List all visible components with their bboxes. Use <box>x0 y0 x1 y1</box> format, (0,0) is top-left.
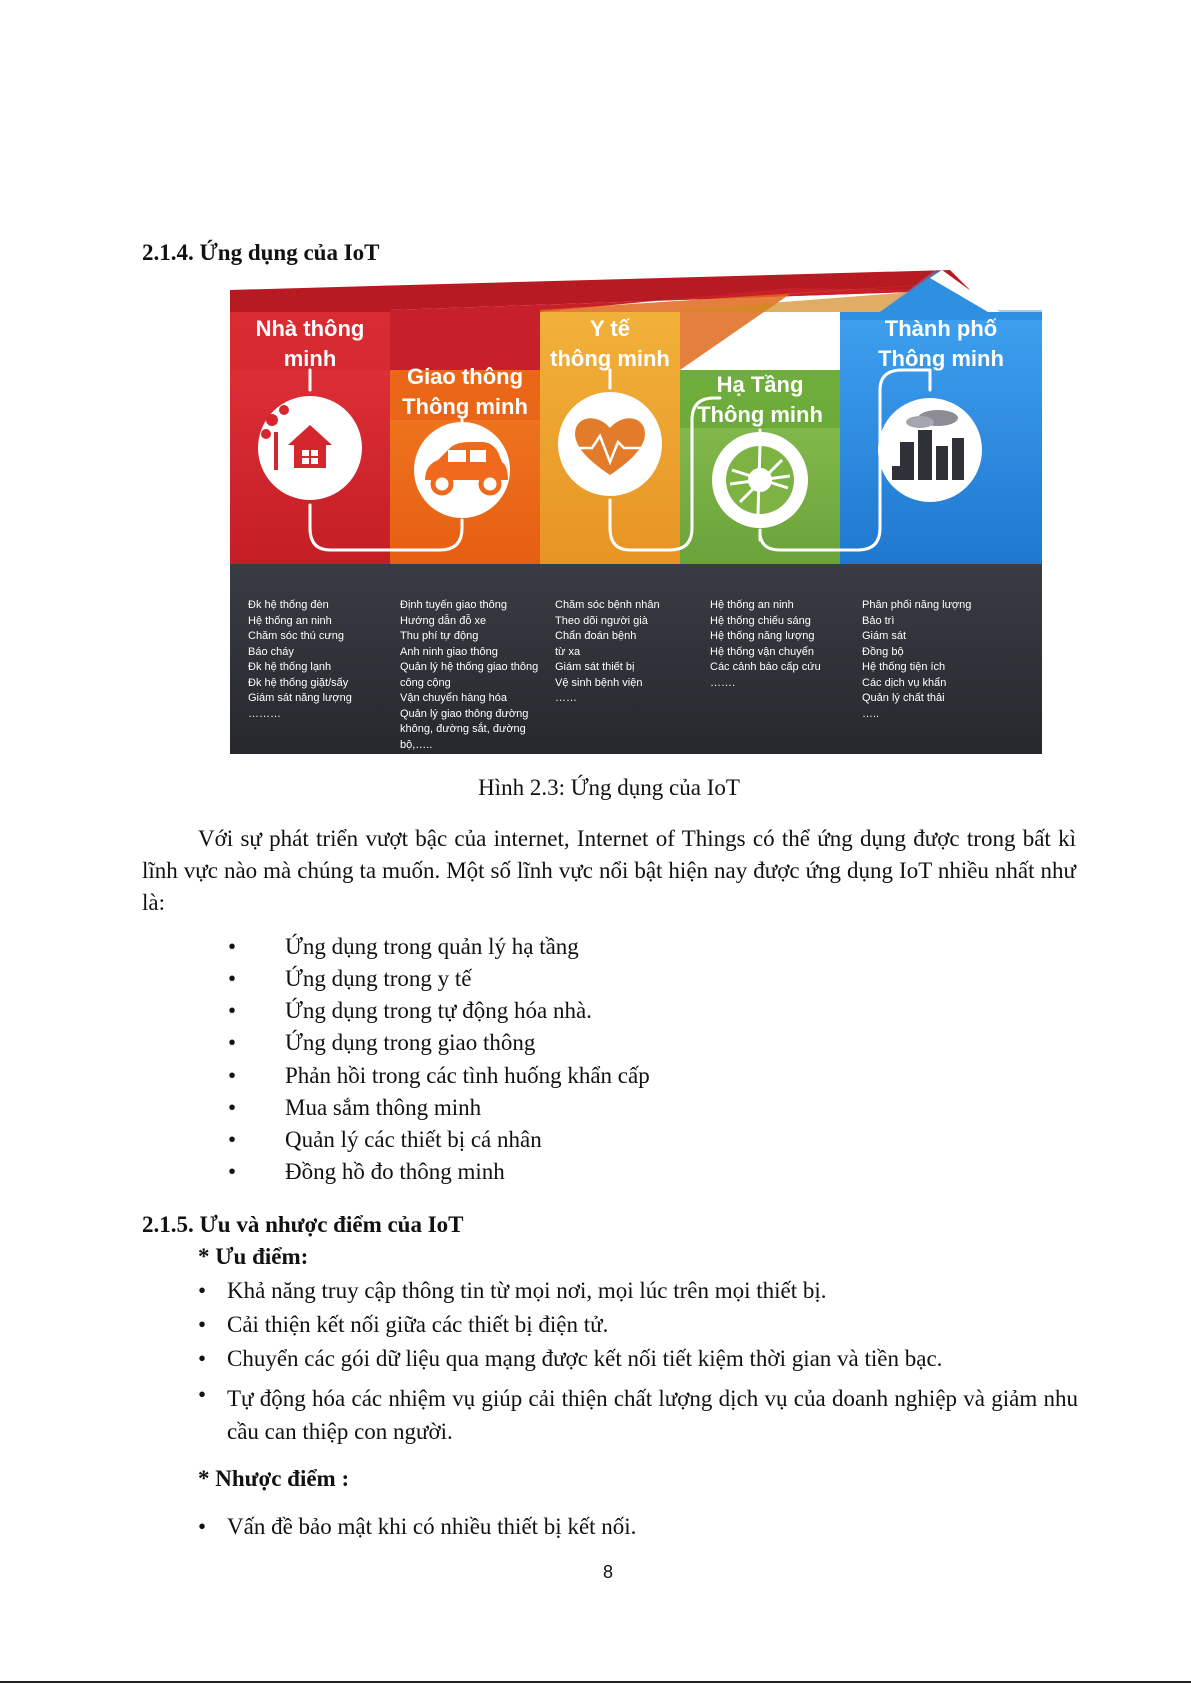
list-item: Đk hệ thống đèn <box>248 599 329 611</box>
list-item: • Cải thiện kết nối giữa các thiết bị điện tử. <box>198 1312 609 1337</box>
list-item: ….. <box>862 707 880 720</box>
col-list-smart-city <box>862 598 1032 722</box>
list-item: Vận chuyển hàng hóa <box>400 692 508 704</box>
list-item: Định tuyến giao thông <box>400 599 508 611</box>
list-item: Giám sát <box>862 630 907 642</box>
applications-list <box>228 934 928 1191</box>
list-item: Hệ thống chiếu sáng <box>710 614 811 627</box>
col-list-smart-infrastructure <box>710 598 850 691</box>
list-item: Chăm sóc bệnh nhân <box>555 599 660 611</box>
list-item: Chăm sóc thú cưng <box>248 630 345 642</box>
figure-caption: Hình 2.3: Ứng dụng của IoT <box>478 775 740 800</box>
list-item: • Ứng dụng trong y tế <box>228 966 472 991</box>
page-bottom-rule <box>0 1681 1191 1683</box>
col-title-smart-health: Y tế thông minh <box>550 316 670 371</box>
list-item: • Khả năng truy cập thông tin từ mọi nơi, mọi lúc trên mọi thiết bị. <box>198 1278 827 1303</box>
list-item: • Phản hồi trong các tình huống khẩn cấp <box>228 1063 650 1088</box>
list-item: Theo dõi người già <box>555 614 648 627</box>
pros-heading: * Ưu điểm: <box>198 1244 309 1269</box>
col-title-smart-city: Thành phố Thông minh <box>878 316 1004 371</box>
list-item: Hệ thống an ninh <box>710 599 794 611</box>
list-item: không, đường sắt, đường <box>400 723 526 735</box>
list-item: Quản lý hệ thống giao thông <box>400 661 539 673</box>
page-number: 8 <box>603 1562 614 1582</box>
infrastructure-icon <box>726 446 794 514</box>
list-item: Hướng dẫn đỗ xe <box>400 614 487 627</box>
list-item: ……… <box>248 707 281 720</box>
list-item: Các dịch vụ khẩn <box>862 676 947 689</box>
col-title-smart-transport: Giao thông Thông minh <box>402 364 528 419</box>
cons-heading: * Nhược điểm : <box>198 1466 350 1491</box>
list-item: Hệ thống năng lượng <box>710 630 815 642</box>
list-item: • Vấn đề bảo mật khi có nhiều thiết bị kết nối. <box>198 1514 637 1539</box>
intro-paragraph: Với sự phát triển vượt bậc của internet, Internet of Things có thể ứng dụng được trong bất kì lĩnh vực nào mà chúng ta muốn. Một số lĩnh vực nổi bật hiện nay được ứng dụng IoT nhiều nhất như là: <box>142 826 1076 915</box>
list-item: • Quản lý các thiết bị cá nhân <box>228 1127 542 1152</box>
list-item: Quản lý chất thải <box>862 692 945 704</box>
list-item: Phân phối năng lượng <box>862 599 972 611</box>
list-item: công cộng <box>400 676 451 689</box>
list-item: Đk hệ thống giặt/sấy <box>248 676 349 689</box>
cons-list <box>198 1514 1078 1540</box>
list-item: Bảo trì <box>862 614 895 627</box>
list-item: bộ,….. <box>400 738 433 751</box>
list-item: • Mua sắm thông minh <box>228 1095 482 1120</box>
list-item: Thu phí tự động <box>400 630 479 642</box>
list-item: Giám sát thiết bị <box>555 661 635 673</box>
list-item: • Ứng dụng trong tự động hóa nhà. <box>228 998 592 1023</box>
list-item: Hệ thống tiện ích <box>862 661 946 673</box>
list-item: Các cảnh báo cấp cứu <box>710 661 821 673</box>
col-list-smart-home <box>248 598 388 722</box>
list-item: Hệ thống vận chuyển <box>710 645 814 658</box>
list-item: • Tự động hóa các nhiệm vụ giúp cải thiện chất lượng dịch vụ của doanh nghiệp và giảm nhu cầu can thiệp con người. <box>198 1382 1078 1444</box>
list-item: ……. <box>710 676 736 689</box>
list-item: Quản lý giao thông đường <box>400 707 529 720</box>
section-heading-2-1-4: 2.1.4. Ứng dụng của IoT <box>142 240 380 265</box>
col-title-smart-infrastructure: Hạ Tầng Thông minh <box>697 372 823 427</box>
col-title-smart-home: Nhà thông minh <box>255 316 365 371</box>
list-item: Anh ninh giao thông <box>400 645 498 658</box>
list-item: Đồng bộ <box>862 645 904 658</box>
list-item: Hệ thống an ninh <box>248 614 332 627</box>
section-heading-2-1-5: 2.1.5. Ưu và nhược điểm của IoT <box>142 1212 464 1237</box>
list-item: Giám sát năng lượng <box>248 692 352 704</box>
list-item: Đk hệ thống lạnh <box>248 661 332 673</box>
list-item: Vệ sinh bệnh viện <box>555 676 643 689</box>
col-list-smart-health <box>555 598 690 707</box>
list-item: • Chuyển các gói dữ liệu qua mạng được kết nối tiết kiệm thời gian và tiền bạc. <box>198 1346 943 1371</box>
list-item: từ xa <box>555 645 581 658</box>
list-item: Chẩn đoán bệnh <box>555 630 637 642</box>
list-item: …… <box>555 692 577 704</box>
iot-applications-figure <box>230 270 1042 754</box>
list-item: Báo cháy <box>248 645 294 658</box>
pros-list <box>198 1278 1078 1448</box>
list-item: • Đồng hồ đo thông minh <box>228 1159 505 1184</box>
list-item: • Ứng dụng trong giao thông <box>228 1030 536 1055</box>
list-item: • Ứng dụng trong quản lý hạ tầng <box>228 934 579 959</box>
col-list-smart-transport <box>400 598 545 753</box>
